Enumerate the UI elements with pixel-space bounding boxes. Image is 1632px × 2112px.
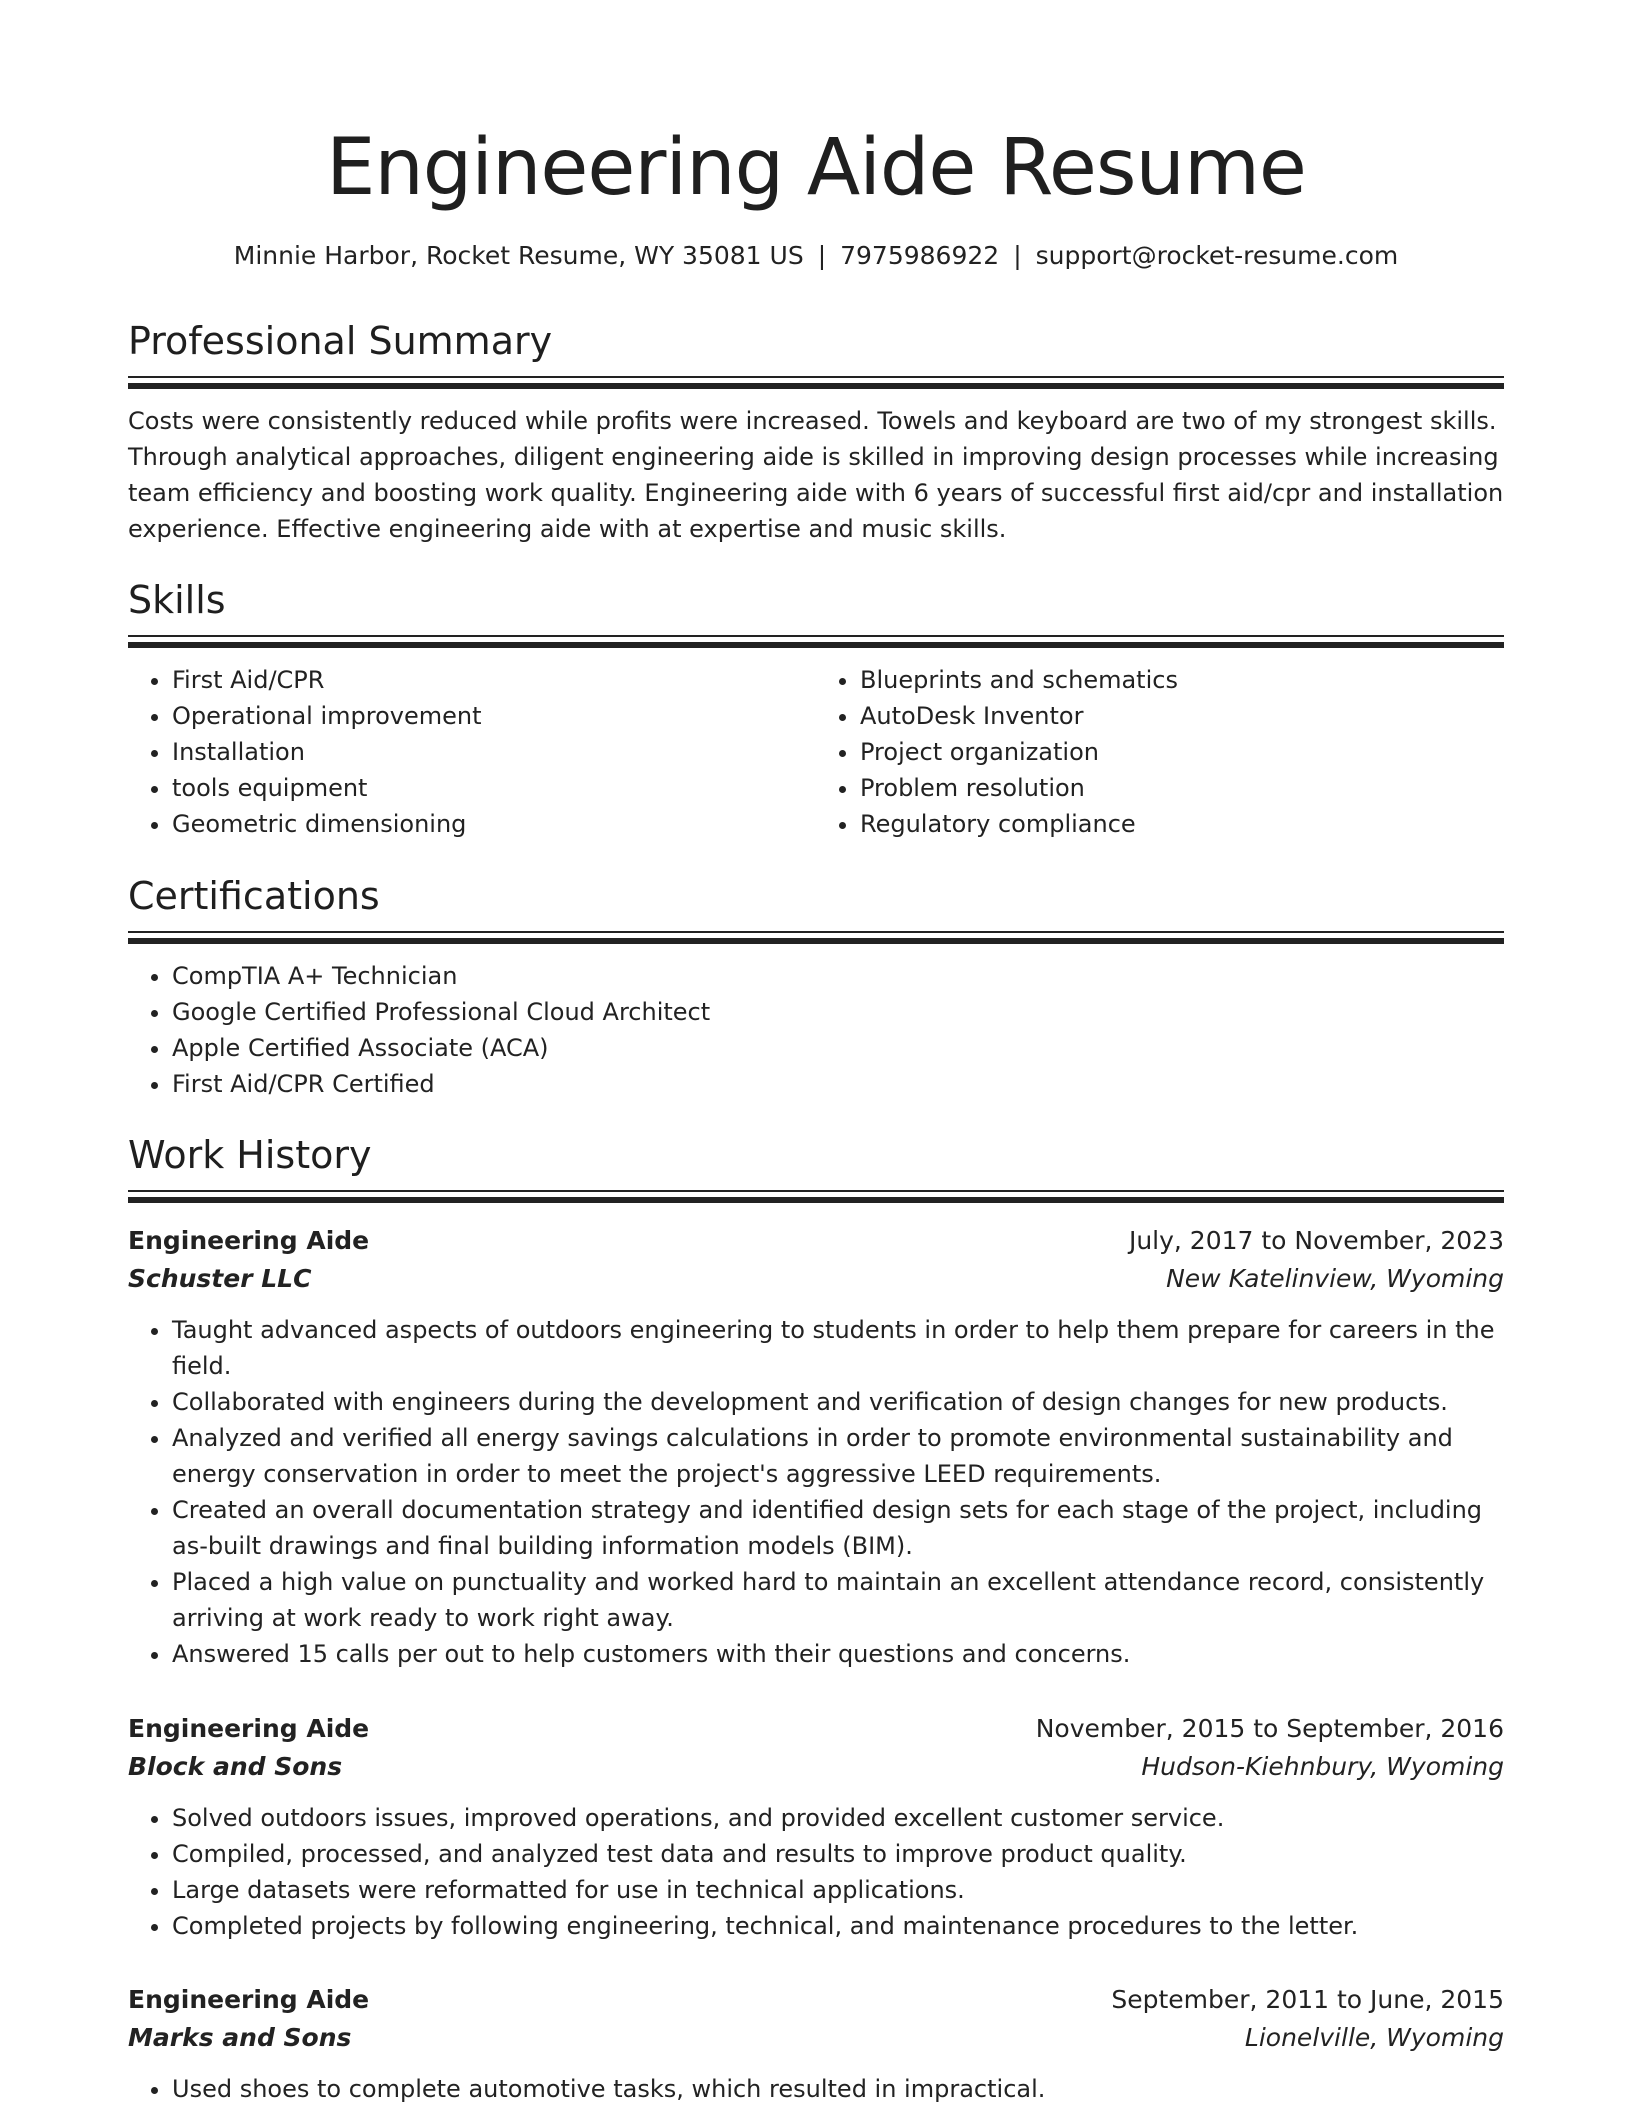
work-history-heading: Work History: [128, 1133, 372, 1177]
skill-item: • Blueprints and schematics: [860, 662, 1504, 698]
certifications-heading: Certifications: [128, 874, 380, 918]
job-bullet: • Compiled, processed, and analyzed test data and results to improve product quality.: [172, 1836, 1504, 1872]
summary-section: [128, 316, 1504, 547]
job-bullet: • Answered 15 calls per out to help customers with their questions and concerns.: [172, 1636, 1504, 1672]
certification-item: • Apple Certified Associate (ACA): [172, 1030, 1504, 1066]
job-title: Engineering Aide: [128, 1714, 370, 1743]
certification-item: • First Aid/CPR Certified: [172, 1066, 1504, 1102]
skill-item: • Geometric dimensioning: [172, 806, 816, 842]
job-subheader-row: [128, 2019, 1504, 2057]
section-divider: [128, 1190, 1504, 1203]
job-bullet: • Placed a high value on punctuality and worked hard to maintain an excellent attendance record, consistently arriving at work ready to work right away.: [172, 1564, 1504, 1636]
skill-item: • First Aid/CPR: [172, 662, 816, 698]
job-dates: November, 2015 to September, 2016: [1035, 1714, 1504, 1743]
contact-phone: 7975986922: [840, 241, 1000, 270]
skills-left-list: [128, 662, 816, 842]
job-subheader-row: [128, 1748, 1504, 1786]
job-bullet: • Taught advanced aspects of outdoors engineering to students in order to help them prepare for careers in the field.: [172, 1312, 1504, 1384]
contact-address: Minnie Harbor, Rocket Resume, WY 35081 US: [233, 241, 804, 270]
section-divider: [128, 635, 1504, 648]
certifications-list: [128, 958, 1504, 1102]
summary-text: Costs were consistently reduced while profits were increased. Towels and keyboard are two of my strongest skills. Through analytical approaches, diligent engineering aide is skilled in improving design processes while increasing team efficiency and boosting work quality. Engineering aide with 6 years of successful first aid/cpr and installation experience. Effective engineering aide with at expertise and music skills.: [128, 407, 1504, 543]
job-header-row: [128, 1710, 1504, 1748]
skill-item: • AutoDesk Inventor: [860, 698, 1504, 734]
section-divider: [128, 931, 1504, 944]
skills-heading: Skills: [128, 578, 226, 622]
skill-item: • Regulatory compliance: [860, 806, 1504, 842]
skill-item: • Operational improvement: [172, 698, 816, 734]
skills-right-list: [816, 662, 1504, 842]
skill-item: • Project organization: [860, 734, 1504, 770]
job-header-row: [128, 1222, 1504, 1260]
job-location: Lionelville, Wyoming: [1244, 2023, 1504, 2052]
contact-line: [128, 236, 1504, 276]
certifications-section: [128, 871, 1504, 1102]
job-bullet: • Completed projects by following engineering, technical, and maintenance procedures to the letter.: [172, 1908, 1504, 1944]
contact-separator: |: [817, 241, 827, 270]
job-bullet: • Created an overall documentation strategy and identified design sets for each stage of the project, including as-built drawings and final building information models (BIM).: [172, 1492, 1504, 1564]
job-company: Block and Sons: [128, 1752, 343, 1781]
job-bullet: • Solved outdoors issues, improved operations, and provided excellent customer service.: [172, 1800, 1504, 1836]
job-subheader-row: [128, 1260, 1504, 1298]
job-dates: July, 2017 to November, 2023: [1128, 1226, 1504, 1255]
contact-email[interactable]: support@rocket-resume.com: [1035, 241, 1399, 270]
job-title: Engineering Aide: [128, 1985, 370, 2014]
skill-item: • tools equipment: [172, 770, 816, 806]
job-location: Hudson-Kiehnbury, Wyoming: [1141, 1752, 1504, 1781]
job-location: New Katelinview, Wyoming: [1166, 1264, 1504, 1293]
job-title: Engineering Aide: [128, 1226, 370, 1255]
job-company: Schuster LLC: [128, 1264, 312, 1293]
section-divider: [128, 376, 1504, 389]
resume-title: Engineering Aide Resume: [326, 123, 1306, 213]
job-dates: September, 2011 to June, 2015: [1111, 1985, 1504, 2014]
summary-heading: Professional Summary: [128, 319, 553, 363]
job-entry: [128, 1981, 1504, 2107]
contact-separator: |: [1013, 241, 1022, 270]
job-entry: [128, 1222, 1504, 1672]
skills-grid: [128, 662, 1504, 842]
skills-section: [128, 575, 1504, 842]
job-bullet-list: [128, 1800, 1504, 1944]
job-bullet: • Analyzed and verified all energy savings calculations in order to promote environmental sustainability and energy conservation in order to meet the project's aggressive LEED requirements.: [172, 1420, 1504, 1492]
job-bullet-list: [128, 2071, 1504, 2107]
job-bullet: • Collaborated with engineers during the development and verification of design changes for new products.: [172, 1384, 1504, 1420]
skill-item: • Problem resolution: [860, 770, 1504, 806]
job-entry: [128, 1710, 1504, 1944]
job-bullet-list: [128, 1312, 1504, 1672]
job-header-row: [128, 1981, 1504, 2019]
job-bullet: • Used shoes to complete automotive tasks, which resulted in impractical.: [172, 2071, 1504, 2107]
skill-item: • Installation: [172, 734, 816, 770]
certification-item: • Google Certified Professional Cloud Architect: [172, 994, 1504, 1030]
job-company: Marks and Sons: [128, 2023, 352, 2052]
job-bullet: • Large datasets were reformatted for use in technical applications.: [172, 1872, 1504, 1908]
certification-item: • CompTIA A+ Technician: [172, 958, 1504, 994]
work-history-section: [128, 1130, 1504, 1203]
